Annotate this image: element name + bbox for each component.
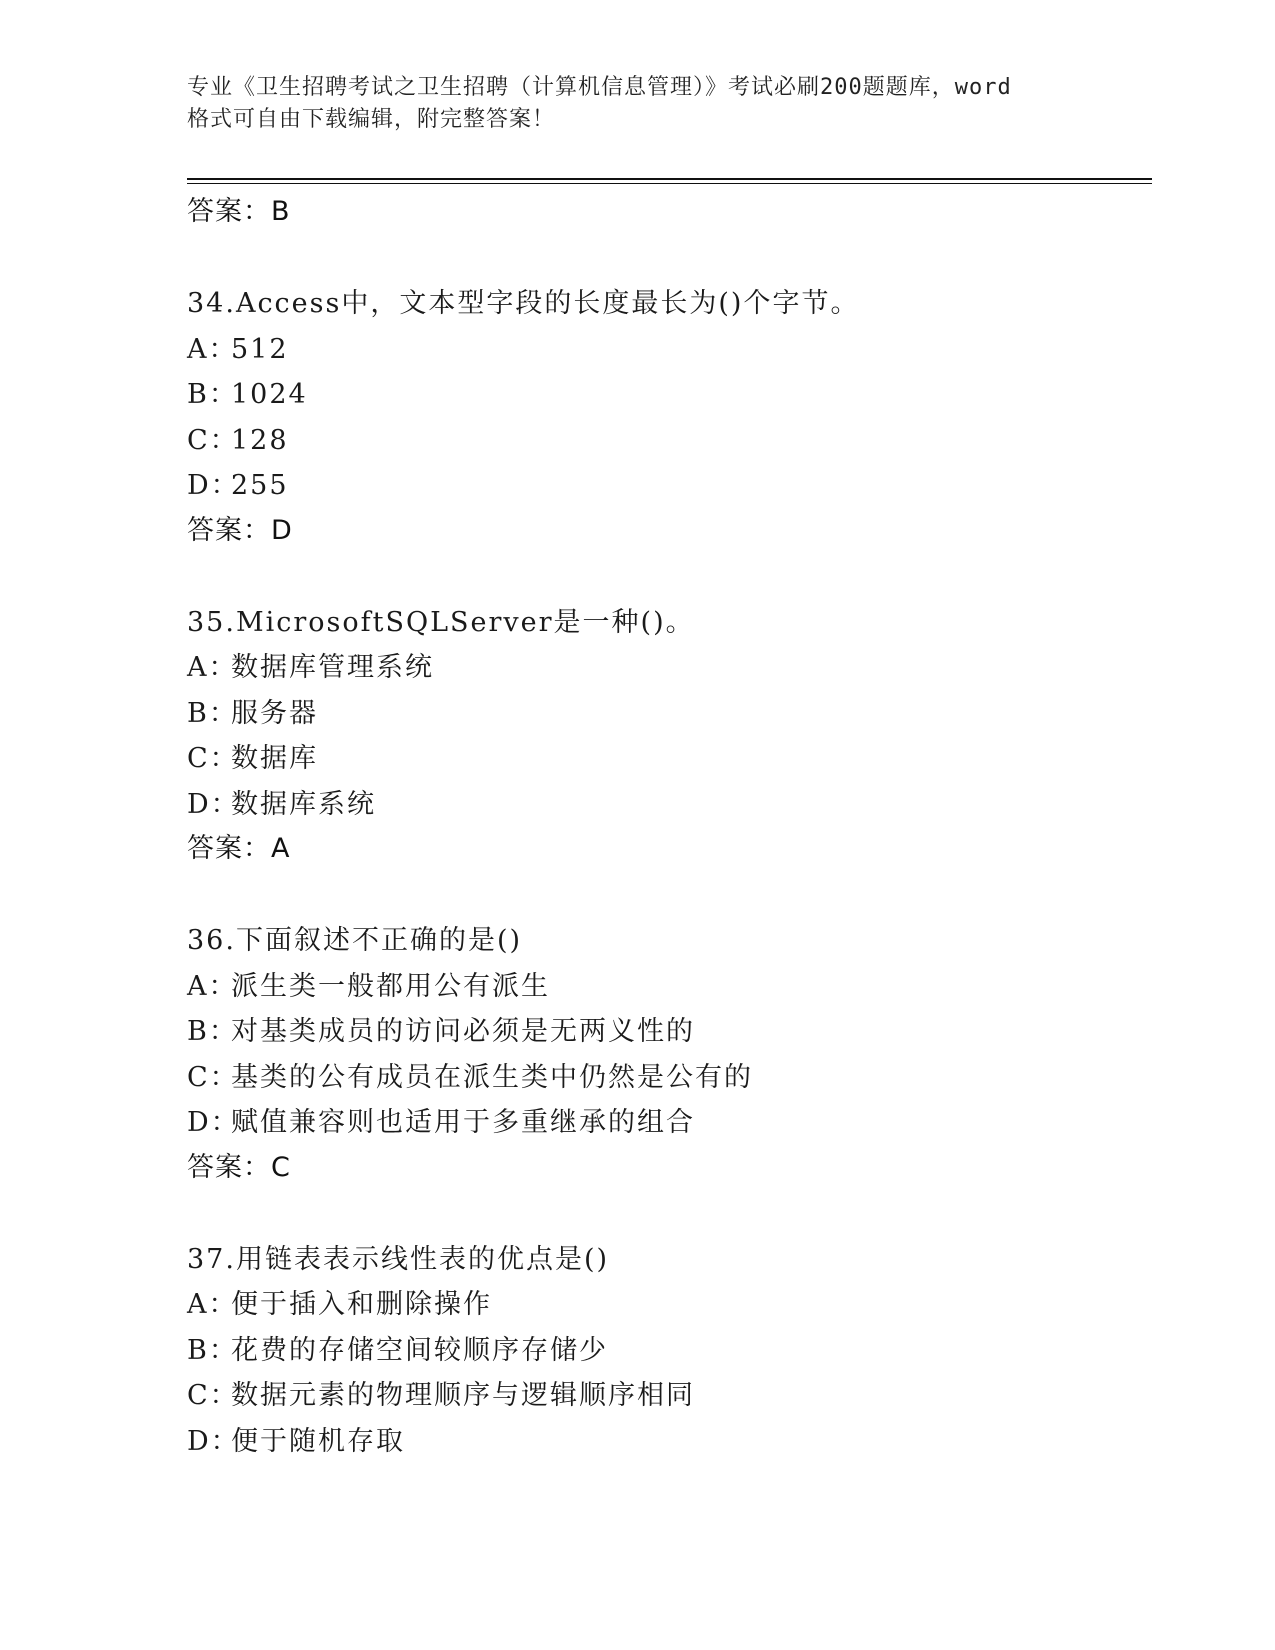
question-list	[187, 190, 1147, 1464]
option-text: 128	[231, 424, 289, 456]
option-label: B：	[187, 379, 238, 410]
answer-line: 答案：C	[187, 1151, 291, 1183]
question-36	[187, 918, 1147, 1190]
option-text: 512	[231, 333, 289, 365]
header-title-line-1: 专业《卫生招聘考试之卫生招聘（计算机信息管理）》考试必刷200题题库，word	[187, 75, 1012, 100]
option-label: B：	[187, 1016, 238, 1047]
option-text: 数据库系统	[231, 788, 376, 820]
option-label: A：	[187, 333, 238, 365]
option-d	[187, 1100, 1147, 1146]
header-title-line-2: 格式可自由下载编辑，附完整答案！	[187, 107, 556, 132]
option-label: D：	[187, 1425, 240, 1457]
question-34	[187, 281, 1147, 553]
option-text: 便于插入和删除操作	[231, 1289, 492, 1320]
option-text: 便于随机存取	[231, 1425, 405, 1457]
option-d	[187, 1419, 1147, 1465]
option-text: 数据库	[231, 743, 318, 774]
option-d	[187, 463, 1147, 509]
option-text: 服务器	[231, 697, 318, 729]
option-a	[187, 1282, 1147, 1328]
option-label: D：	[187, 1107, 240, 1138]
question-stem: 36.下面叙述不正确的是()	[187, 925, 523, 956]
question-stem: 34.Access中，文本型字段的长度最长为()个字节。	[187, 288, 860, 319]
option-c	[187, 1373, 1147, 1419]
option-text: 1024	[231, 379, 308, 410]
option-d	[187, 782, 1147, 828]
option-a	[187, 327, 1147, 373]
option-label: A：	[187, 970, 238, 1002]
option-text: 数据元素的物理顺序与逻辑顺序相同	[231, 1380, 695, 1411]
option-text: 基类的公有成员在派生类中仍然是公有的	[231, 1061, 753, 1093]
option-label: A：	[187, 1289, 238, 1320]
question-37	[187, 1237, 1147, 1465]
question-35	[187, 600, 1147, 872]
option-a	[187, 645, 1147, 691]
option-c	[187, 736, 1147, 782]
option-text: 对基类成员的访问必须是无两义性的	[231, 1016, 695, 1047]
option-b	[187, 691, 1147, 737]
option-label: A：	[187, 652, 238, 683]
option-text: 派生类一般都用公有派生	[231, 970, 550, 1002]
answer-line: 答案：B	[187, 196, 291, 227]
page-header	[187, 72, 1087, 136]
question-stem: 35.MicrosoftSQLServer是一种()。	[187, 606, 695, 638]
option-text: 花费的存储空间较顺序存储少	[231, 1334, 608, 1366]
option-a	[187, 964, 1147, 1010]
option-label: C：	[187, 424, 239, 456]
option-c	[187, 418, 1147, 464]
option-label: C：	[187, 1061, 239, 1093]
option-label: B：	[187, 1334, 238, 1366]
answer-line: 答案：D	[187, 514, 293, 546]
option-b	[187, 1328, 1147, 1374]
answer-line: 答案：A	[187, 833, 291, 864]
option-b	[187, 1009, 1147, 1055]
option-label: D：	[187, 470, 240, 501]
header-divider	[187, 178, 1152, 184]
option-c	[187, 1055, 1147, 1101]
option-text: 255	[231, 470, 289, 501]
option-label: C：	[187, 743, 239, 774]
question-stem: 37.用链表表示线性表的优点是()	[187, 1243, 610, 1275]
option-b	[187, 372, 1147, 418]
option-label: B：	[187, 697, 238, 729]
option-label: C：	[187, 1380, 239, 1411]
option-text: 赋值兼容则也适用于多重继承的组合	[231, 1107, 695, 1138]
option-label: D：	[187, 788, 240, 820]
option-text: 数据库管理系统	[231, 652, 434, 683]
